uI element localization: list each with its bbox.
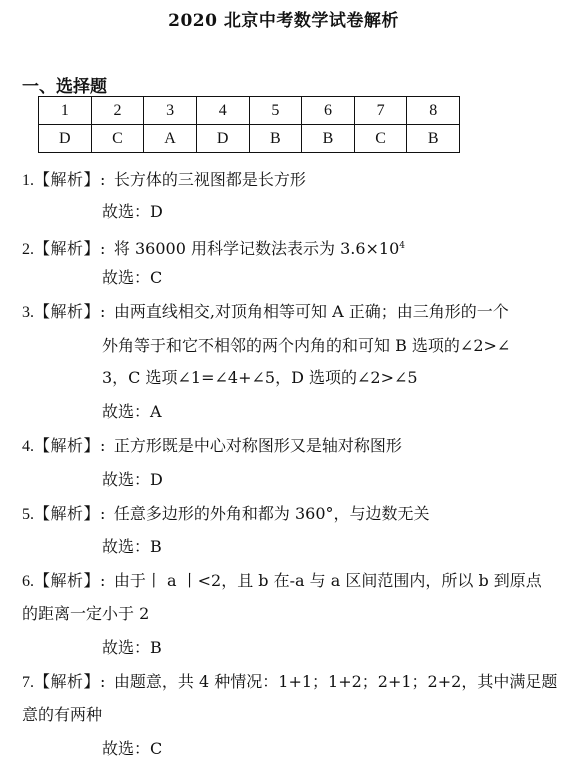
explanation-text: 由于丨 a 丨<2，且 b 在-a 与 a 区间范围内，所以 b 到原点 — [113, 571, 542, 590]
item-number: 5. — [22, 506, 34, 523]
table-cell-question-number: 5 — [249, 97, 302, 125]
explanation-item-1 — [22, 170, 306, 191]
explanation-text: 将 36000 用科学记数法表示为 3.6×10 — [113, 239, 400, 258]
analysis-tag: 【解析】: — [34, 436, 106, 455]
item-number: 6. — [22, 573, 34, 590]
analysis-tag: 【解析】: — [34, 571, 106, 590]
explanation-text: 由题意，共 4 种情况：1+1；1+2；2+1；2+2，其中满足题 — [113, 672, 558, 691]
table-cell-answer: D — [39, 125, 92, 153]
analysis-tag: 【解析】: — [34, 504, 106, 523]
item-answer: 故选：D — [102, 202, 163, 221]
table-cell-answer: D — [196, 125, 249, 153]
answer-table-answer-row — [39, 125, 460, 153]
table-cell-answer: B — [407, 125, 460, 153]
table-cell-answer: A — [144, 125, 197, 153]
table-cell-question-number: 8 — [407, 97, 460, 125]
item-number: 1. — [22, 172, 34, 189]
analysis-tag: 【解析】: — [34, 672, 106, 691]
analysis-tag: 【解析】: — [34, 170, 106, 189]
item-answer: 故选：B — [102, 638, 162, 657]
analysis-tag: 【解析】: — [34, 302, 106, 321]
table-cell-answer: B — [249, 125, 302, 153]
item-answer: 故选：D — [102, 470, 163, 489]
explanation-continuation: 意的有两种 — [22, 705, 103, 724]
explanation-item-2 — [22, 236, 405, 260]
explanation-text: 3，C 选项∠1=∠4+∠5，D 选项的∠2>∠5 — [102, 368, 418, 387]
explanation-text: 任意多边形的外角和都为 360°，与边数无关 — [113, 504, 430, 523]
explanation-text: 正方形既是中心对称图形又是轴对称图形 — [113, 436, 402, 455]
explanation-text: 外角等于和它不相邻的两个内角的和可知 B 选项的∠2>∠ — [102, 336, 511, 355]
item-number: 7. — [22, 674, 34, 691]
table-cell-question-number: 6 — [302, 97, 355, 125]
item-number: 2. — [22, 241, 34, 258]
page-title: 2020 北京中考数学试卷解析 — [168, 11, 399, 31]
item-answer: 故选：B — [102, 537, 162, 556]
explanation-item-5 — [22, 504, 430, 525]
table-cell-question-number: 4 — [196, 97, 249, 125]
item-answer: 故选：A — [102, 402, 162, 421]
table-cell-answer: B — [302, 125, 355, 153]
table-cell-answer: C — [91, 125, 144, 153]
item-answer: 故选：C — [102, 268, 163, 287]
section-heading: 一、选择题 — [22, 77, 107, 97]
explanation-item-4 — [22, 436, 402, 457]
table-cell-question-number: 3 — [144, 97, 197, 125]
explanation-item-3 — [22, 302, 509, 323]
exponent: 4 — [399, 241, 406, 251]
analysis-tag: 【解析】: — [34, 239, 106, 258]
explanation-text: 长方体的三视图都是长方形 — [113, 170, 306, 189]
explanation-item-7 — [22, 672, 557, 693]
table-cell-question-number: 2 — [91, 97, 144, 125]
table-cell-question-number: 1 — [39, 97, 92, 125]
table-cell-answer: C — [354, 125, 407, 153]
item-number: 4. — [22, 438, 34, 455]
explanation-text: 由两直线相交,对顶角相等可知 A 正确；由三角形的一个 — [113, 302, 509, 321]
answer-table — [38, 96, 460, 153]
answer-table-header-row — [39, 97, 460, 125]
explanation-item-6 — [22, 571, 542, 592]
table-cell-question-number: 7 — [354, 97, 407, 125]
item-answer: 故选：C — [102, 739, 163, 758]
item-number: 3. — [22, 304, 34, 321]
explanation-continuation: 的距离一定小于 2 — [22, 604, 150, 623]
